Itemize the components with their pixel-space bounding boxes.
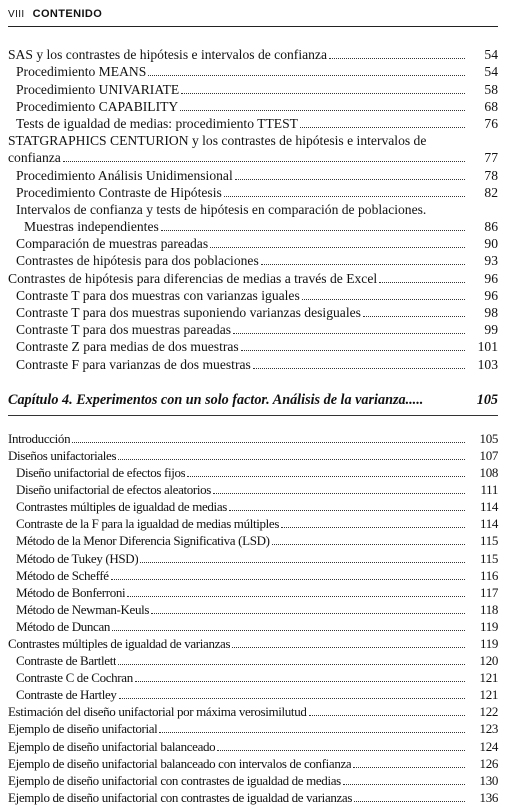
- dot-leader: [232, 647, 465, 648]
- toc-entry: [8, 669, 498, 686]
- dot-leader: [300, 127, 465, 128]
- dot-leader: [272, 544, 465, 545]
- toc-entry-text: Contrastes de hipótesis para dos poblaciones: [16, 253, 259, 269]
- toc-entry-text: Estimación del diseño unifactorial por máxima verosimilutud: [8, 704, 307, 720]
- toc-entry-page: 90: [484, 236, 498, 252]
- toc-entry-text: Diseño unifactorial de efectos fijos: [16, 465, 186, 481]
- toc-entry: [8, 772, 498, 789]
- dot-leader: [210, 247, 465, 248]
- toc-entry: [8, 635, 498, 652]
- toc-entry-text: Método de la Menor Diferencia Significativa (LSD): [16, 533, 270, 549]
- toc-entry-text: Ejemplo de diseño unifactorial con contrastes de igualdad de medias: [8, 772, 341, 788]
- toc-entry-page: 119: [480, 618, 498, 634]
- toc-entry-page: 76: [484, 115, 498, 131]
- dot-leader: [233, 333, 465, 334]
- toc-entry: [8, 789, 498, 806]
- toc-entry-intervalos-line1: Intervalos de confianza y tests de hipótesis en comparación de poblaciones.: [16, 201, 427, 217]
- dot-leader: [180, 110, 465, 111]
- dot-leader: [111, 579, 465, 580]
- toc-entry-text: Contraste T para dos muestras suponiendo varianzas desiguales: [16, 305, 361, 320]
- dot-leader: [217, 750, 465, 751]
- toc-entry: [8, 235, 498, 252]
- toc-entry: [8, 737, 498, 754]
- toc-entry-page: 123: [479, 721, 498, 737]
- toc-entry-text: Ejemplo de diseño unifactorial balanceado: [8, 738, 216, 754]
- toc-entry-text: Procedimiento CAPABILITY: [16, 98, 179, 114]
- toc-entry: [8, 304, 498, 321]
- toc-entry-text: Método de Duncan: [16, 618, 111, 634]
- toc-entry-page: 126: [479, 755, 498, 771]
- toc-section-d: [8, 430, 498, 806]
- dot-leader: [329, 58, 465, 59]
- toc-entry: [8, 115, 498, 132]
- toc-entry-text: Muestras independientes: [24, 219, 159, 235]
- dot-leader: [119, 698, 465, 699]
- toc-entry: [8, 567, 498, 584]
- toc-entry-page: 98: [484, 305, 498, 320]
- toc-entry-page: 121: [479, 687, 498, 703]
- toc-entry-text: Contraste C de Cochran: [16, 670, 133, 686]
- toc-entry: [8, 184, 498, 201]
- toc-entry-page: 130: [479, 772, 498, 788]
- dot-leader: [112, 630, 465, 631]
- dot-leader: [343, 784, 465, 785]
- running-header: [8, 4, 498, 27]
- toc-entry-text: Diseño unifactorial de efectos aleatorios: [16, 482, 212, 498]
- toc-entry-page: 96: [484, 287, 498, 303]
- toc-entry: [8, 252, 498, 269]
- toc-entry: [8, 46, 498, 63]
- dot-leader: [187, 476, 465, 477]
- toc-entry-statgraphics-line1: STATGRAPHICS CENTURION y los contrastes de hipótesis e intervalos de: [8, 132, 427, 148]
- toc-entry: [8, 686, 498, 703]
- chapter-title: Capítulo 4. Experimentos con un solo factor. Análisis de la varianza.....: [8, 391, 424, 408]
- dot-leader: [229, 510, 465, 511]
- table-of-contents: [8, 46, 498, 806]
- dot-leader: [302, 299, 465, 300]
- chapter-heading: [8, 387, 498, 409]
- toc-entry-text: SAS y los contrastes de hipótesis e intervalos de confianza: [8, 47, 328, 63]
- dot-leader: [224, 196, 465, 197]
- toc-entry-text: Contraste de Hartley: [16, 687, 117, 703]
- toc-entry-text: Procedimiento Análisis Unidimensional: [16, 167, 233, 183]
- dot-leader: [353, 767, 465, 768]
- toc-entry-text: Contrastes múltiples de igualdad de varianzas: [8, 635, 231, 651]
- toc-entry-text: Método de Tukey (HSD): [16, 550, 139, 566]
- toc-entry-text: Contraste de la F para la igualdad de medias múltiples: [16, 516, 280, 532]
- dot-leader: [253, 368, 465, 369]
- toc-entry-page: 121: [479, 670, 498, 686]
- toc-entry-page: 136: [479, 789, 498, 805]
- toc-entry-page: 114: [480, 516, 498, 532]
- toc-entry-page: 101: [477, 339, 498, 355]
- toc-entry: [8, 430, 498, 447]
- toc-entry-page: 99: [484, 322, 498, 338]
- toc-entry-intervalos: [8, 218, 498, 235]
- toc-entry-page: 86: [484, 219, 498, 235]
- toc-entry-page: 93: [484, 253, 498, 269]
- toc-entry: [8, 703, 498, 720]
- toc-entry-page: 122: [479, 704, 498, 720]
- header-page-number: VIII: [8, 9, 25, 20]
- dot-leader: [161, 230, 465, 231]
- dot-leader: [379, 282, 465, 283]
- dot-leader: [354, 801, 465, 802]
- toc-entry: [8, 166, 498, 183]
- toc-entry-text: Ejemplo de diseño unifactorial: [8, 721, 158, 737]
- toc-entry: [8, 355, 498, 372]
- toc-entry-page: 111: [480, 482, 498, 498]
- toc-entry: [8, 98, 498, 115]
- toc-entry-page: 78: [484, 167, 498, 183]
- dot-leader: [261, 264, 465, 265]
- toc-section-a: [8, 46, 498, 132]
- toc-entry-page: 120: [479, 653, 498, 669]
- toc-entry-text: Método de Bonferroni: [16, 584, 126, 600]
- toc-entry: [8, 447, 498, 464]
- dot-leader: [148, 75, 465, 76]
- toc-entry-page: 58: [484, 81, 498, 97]
- toc-entry-page: 114: [480, 499, 498, 515]
- toc-entry-page: 68: [484, 98, 498, 114]
- chapter-page: 105: [476, 391, 498, 408]
- toc-entry-text: Ejemplo de diseño unifactorial con contrastes de igualdad de varianzas: [8, 789, 353, 805]
- dot-leader: [181, 93, 465, 94]
- dot-leader: [241, 350, 465, 351]
- toc-entry-page: 105: [479, 430, 498, 446]
- dot-leader: [235, 179, 465, 180]
- toc-entry: [8, 481, 498, 498]
- dot-leader: [363, 316, 465, 317]
- toc-entry-text: Diseños unifactoriales: [8, 447, 117, 463]
- toc-entry: [8, 618, 498, 635]
- toc-entry: [8, 498, 498, 515]
- toc-entry-page: 82: [484, 184, 498, 200]
- toc-entry: [8, 338, 498, 355]
- toc-entry-page: 103: [477, 356, 498, 372]
- dot-leader: [281, 527, 465, 528]
- toc-entry: [8, 652, 498, 669]
- dot-leader: [159, 732, 465, 733]
- toc-entry-text: Ejemplo de diseño unifactorial balanceado con intervalos de confianza: [8, 755, 352, 771]
- toc-entry-text: Comparación de muestras pareadas: [16, 236, 209, 252]
- toc-entry: [8, 515, 498, 532]
- toc-entry: [8, 755, 498, 772]
- toc-entry: [8, 464, 498, 481]
- toc-entry: [8, 287, 498, 304]
- dot-leader: [127, 596, 465, 597]
- dot-leader: [309, 715, 466, 716]
- toc-entry-text: Introducción: [8, 430, 71, 446]
- toc-entry-page: 54: [484, 64, 498, 80]
- toc-entry: [8, 720, 498, 737]
- toc-entry-page: 54: [484, 47, 498, 63]
- toc-entry-page: 119: [480, 635, 498, 651]
- toc-entry: [8, 321, 498, 338]
- toc-entry-text: Procedimiento Contraste de Hipótesis: [16, 184, 222, 200]
- toc-entry-page: 117: [480, 584, 498, 600]
- toc-entry-page: 96: [484, 270, 498, 286]
- toc-entry: [8, 549, 498, 566]
- toc-entry: [8, 63, 498, 80]
- toc-entry-text: Tests de igualdad de medias: procedimiento TTEST: [16, 115, 298, 131]
- dot-leader: [118, 664, 465, 665]
- toc-entry-text: Contrastes de hipótesis para diferencias de medias a través de Excel: [8, 270, 378, 286]
- toc-entry-page: 77: [484, 150, 498, 166]
- toc-entry-text: Contraste Z para medias de dos muestras: [16, 339, 239, 355]
- dot-leader: [213, 493, 465, 494]
- toc-entry: [8, 80, 498, 97]
- toc-entry-text: Contraste T para dos muestras con varianzas iguales: [16, 287, 300, 303]
- toc-entry: [8, 532, 498, 549]
- toc-entry-page: 118: [480, 601, 498, 617]
- dot-leader: [140, 562, 465, 563]
- dot-leader: [135, 681, 465, 682]
- toc-entry-page: 107: [479, 447, 498, 463]
- dot-leader: [118, 459, 465, 460]
- toc-entry-text: Contraste de Bartlett: [16, 653, 117, 669]
- toc-entry-page: 115: [480, 550, 498, 566]
- toc-entry-page: 116: [480, 567, 498, 583]
- dot-leader: [151, 613, 465, 614]
- toc-section-c: [8, 235, 498, 373]
- toc-entry-text: Procedimiento UNIVARIATE: [16, 81, 180, 97]
- toc-entry-text: Método de Newman-Keuls: [16, 601, 150, 617]
- toc-entry-text: confianza: [8, 150, 61, 166]
- toc-entry: [8, 584, 498, 601]
- dot-leader: [63, 161, 465, 162]
- toc-entry-text: Contraste F para varianzas de dos muestras: [16, 356, 251, 372]
- toc-entry-statgraphics: [8, 149, 498, 166]
- header-title: CONTENIDO: [32, 8, 103, 20]
- chapter-divider: [8, 415, 498, 416]
- toc-entry-text: Método de Scheffé: [16, 567, 109, 583]
- toc-entry-text: Procedimiento MEANS: [16, 64, 147, 80]
- dot-leader: [72, 442, 465, 443]
- toc-entry-text: Contraste T para dos muestras pareadas: [16, 322, 232, 338]
- toc-section-b: [8, 166, 498, 200]
- toc-entry: [8, 601, 498, 618]
- toc-entry: [8, 269, 498, 286]
- toc-entry-page: 115: [480, 533, 498, 549]
- toc-entry-text: Contrastes múltiples de igualdad de medias: [16, 499, 227, 515]
- toc-entry-page: 108: [479, 465, 498, 481]
- toc-entry-page: 124: [479, 738, 498, 754]
